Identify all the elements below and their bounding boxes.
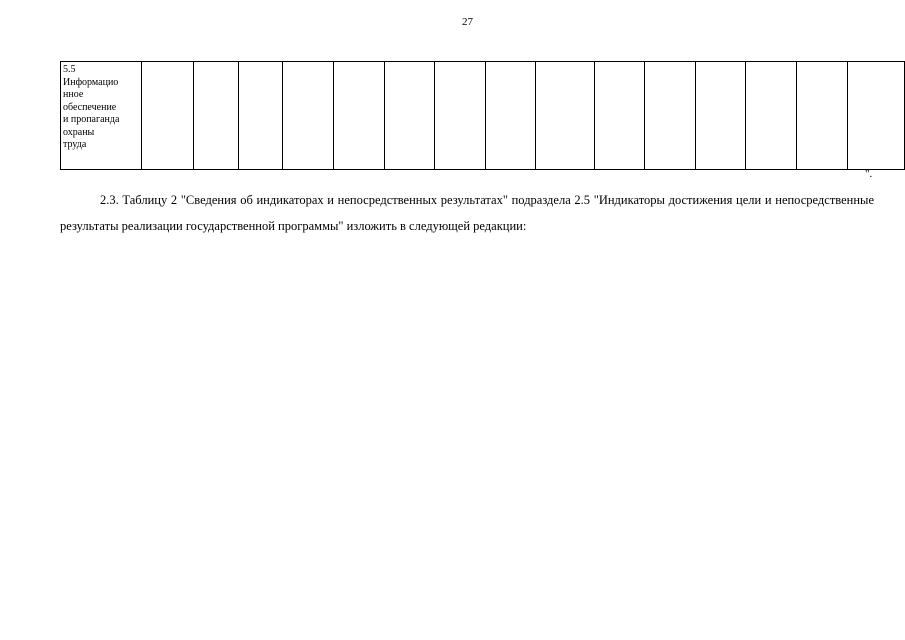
row-label-cell [61,62,142,170]
table-cell [435,62,486,170]
row-label-line: 5.5 [63,64,76,75]
row-label-line: труда [63,139,87,150]
table-cell [238,62,283,170]
table-cell [796,62,847,170]
table-cell [283,62,334,170]
table-cell [193,62,238,170]
row-label-line: охраны [63,126,95,138]
closing-quote-mark: ". [865,168,873,180]
table-cell [645,62,696,170]
program-table [60,61,905,170]
table-cell [384,62,435,170]
row-label-line: нное [63,89,84,100]
table-cell [746,62,797,170]
table-cell [485,62,536,170]
table-cell [536,62,594,170]
body-paragraph: 2.3. Таблицу 2 "Сведения об индикаторах и непосредственных результатах" подраздела 2.5 "Индикаторы достижения цели и непосредственные результаты реализации государственной программы" изложить в следующей редакции: [60,193,874,233]
row-label-line: и пропаганда [63,114,120,125]
table-cell [333,62,384,170]
row-label-line: обеспечение [63,101,117,113]
table-cell [594,62,645,170]
page-number: 27 [462,16,473,28]
program-table-grid [60,61,905,170]
table-row [61,62,905,170]
row-label-line: Информацио [63,76,119,88]
table-cell [142,62,194,170]
table-cell [695,62,746,170]
table-cell [847,62,904,170]
